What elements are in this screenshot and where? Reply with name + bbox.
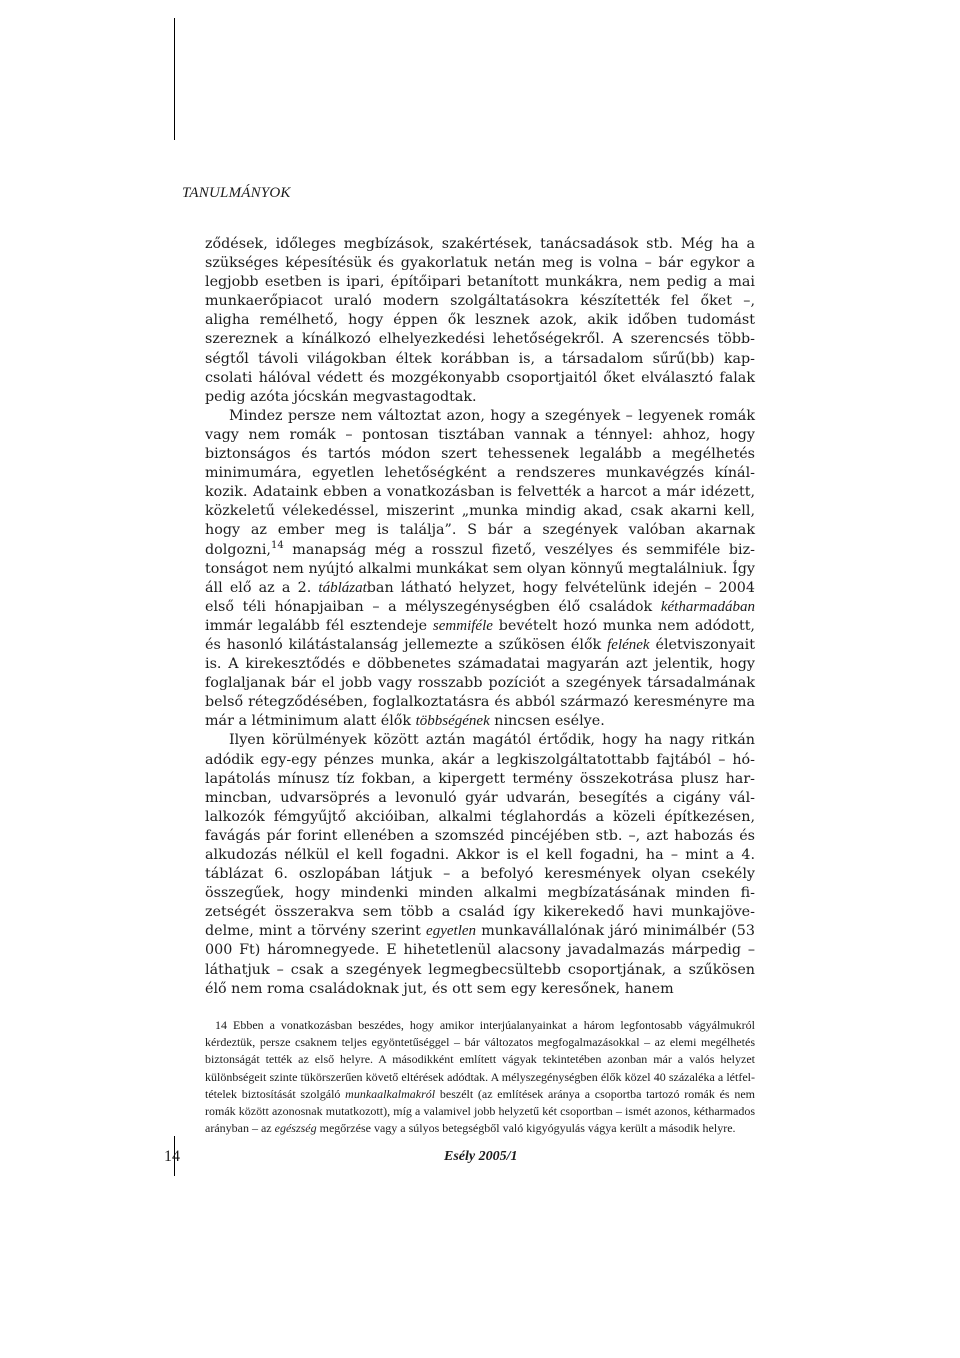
paragraph-3: Ilyen körülmények között aztán magától értődik, hogy ha nagy ritkán adódik egy-egy pénzes munka, akár a legkiszolgáltatottabb fajtából – hólapátolás mínusz tíz fokban, a kipergett termény összekotrása plusz harmincban, udvarsöprés a levonuló gyár udvarán, besegítés a cigány vállalkozók fémgyűjtő akcióiban, alkalmi téglahordás a közeli építkezésen, favágás pár forint ellenében a szomszéd pincéjében stb. –, azt habozás és alkudozás nélkül el kell fogadni. Akkor is el kell fogadni, ha – mint a 4. táblázat 6. oszlopában látjuk – a befolyó keresmények olyan csekély összegűek, hogy mindenki minden alkalmi megbízatásának minden fizetségét összerakva sem több a család így kikerekedő havi munkajövedelme, mint a törvény szerint egyetlen munkavállalónak járó minimálbér (53 000 Ft) háromnegyede. E hihetetlenül alacsony javadalmazás márpedig – láthatjuk – csak a szegények legmegbecsültebb csoportjának, a szűkösen élő nem roma családoknak jut, és ott sem egy keresőnek, hanem	[205, 732, 755, 997]
footnote-ref: 14	[270, 539, 284, 551]
paragraph-2: Mindez persze nem változtat azon, hogy a szegények – legyenek romák vagy nem romák – pontosan tisztában vannak a ténnyel: ahhoz, hogy biztonságos és tartós módon szert tehessenek legalább a megélhetés minimumára, egyetlen lehetőségként a rendszeres munkavégzés kínálkozik. Adataink ebben a vonatkozásban is felvették a harcot a már idézett, közkeletű vélekedéssel, miszerint „munka mindig akad, csak akarni kell, hogy az ember meg is találja”. S bár a szegények valóban akarnak dolgozni,$^{14}$ manapság még a rosszul fizető, veszélyes és semmiféle biztonságot nem nyújtó alkalmi munkákat sem olyan könnyű megtalálniuk. Így áll elő az a 2. táblázatban látható helyzet, hogy felvételünk idején – 2004 első téli hónapjaiban – a mélyszegénységben élő családok kétharmadában immár legalább fél esztendeje semmiféle bevételt hozó munka nem adódott, és hasonló kilátástalanság jellemezte a szűkösen élők felének életviszonyait is. A kirekesztődés e döbbenetes számadatai magyarán azt jelentik, hogy foglaljanak bár el jobb vagy rosszabb pozíciót a szegények társadalmának belső rétegződésében, foglalkoztatásra és abból származó keresményre ma már a létminimum alatt élők többségének nincsen esélye.	[205, 407, 755, 730]
article-body	[205, 235, 755, 999]
margin-rule-top	[174, 18, 175, 140]
footnote-14: 14 Ebben a vonatkozásban beszédes, hogy amikor interjúalanyainkat a három legfontosabb vágyálmukról kérdeztük, perszе csaknem teljes egyöntetűséggel – bár változatos megfogalmazásokkal – az elemi megélhetés biztonságát tették az első helyre. A másodikként említett vágyak tekintetében azonban már a valós helyzet különbségeit szinte tükörszerűen követő eltérések adódtak. A mélyszegénységben élők közel 40 százaléka a létfeltételek biztosítását szolgáló munkaalkalmakról beszélt (az említések aránya a csoportba tartozó romák és nem romák között azonosnak mutatkozott), míg a valamivel jobb helyzetű két csoportban – ismét azonos, kétharmados arányban – az egészség megőrzése vagy a súlyos betegségből való kigyógyulás vágya került a második helyre.	[205, 1018, 755, 1136]
journal-title: Esély 2005/1	[444, 1149, 518, 1164]
section-label: TANULMÁNYOK	[182, 185, 291, 201]
page-number: 14	[164, 1148, 180, 1165]
paragraph-1: ződések, időleges megbízások, szakértések, tanácsadások stb. Még ha a szükséges képesítésük és gyakorlatuk netán meg is volna – bár egykor a legjobb esetben is ipari, építőipari betanított munkákra, nem pedig a mai munkaerőpiacot uraló modern szolgáltatásokra készítették fel őket –, aligha remélhető, hogy éppen ők lesznek azok, akik időben tudomást szereznek a kínálkozó elhelyezkedési lehetőségekről. A szerencsés többségtől távoli világokban éltek korábban is, a társadalom sűrű(bb) kapcsolati hálóval védett és mozgékonyabb csoportjaitól őket elválasztó falak pedig azóta jócskán megvastagodtak.	[205, 236, 755, 405]
